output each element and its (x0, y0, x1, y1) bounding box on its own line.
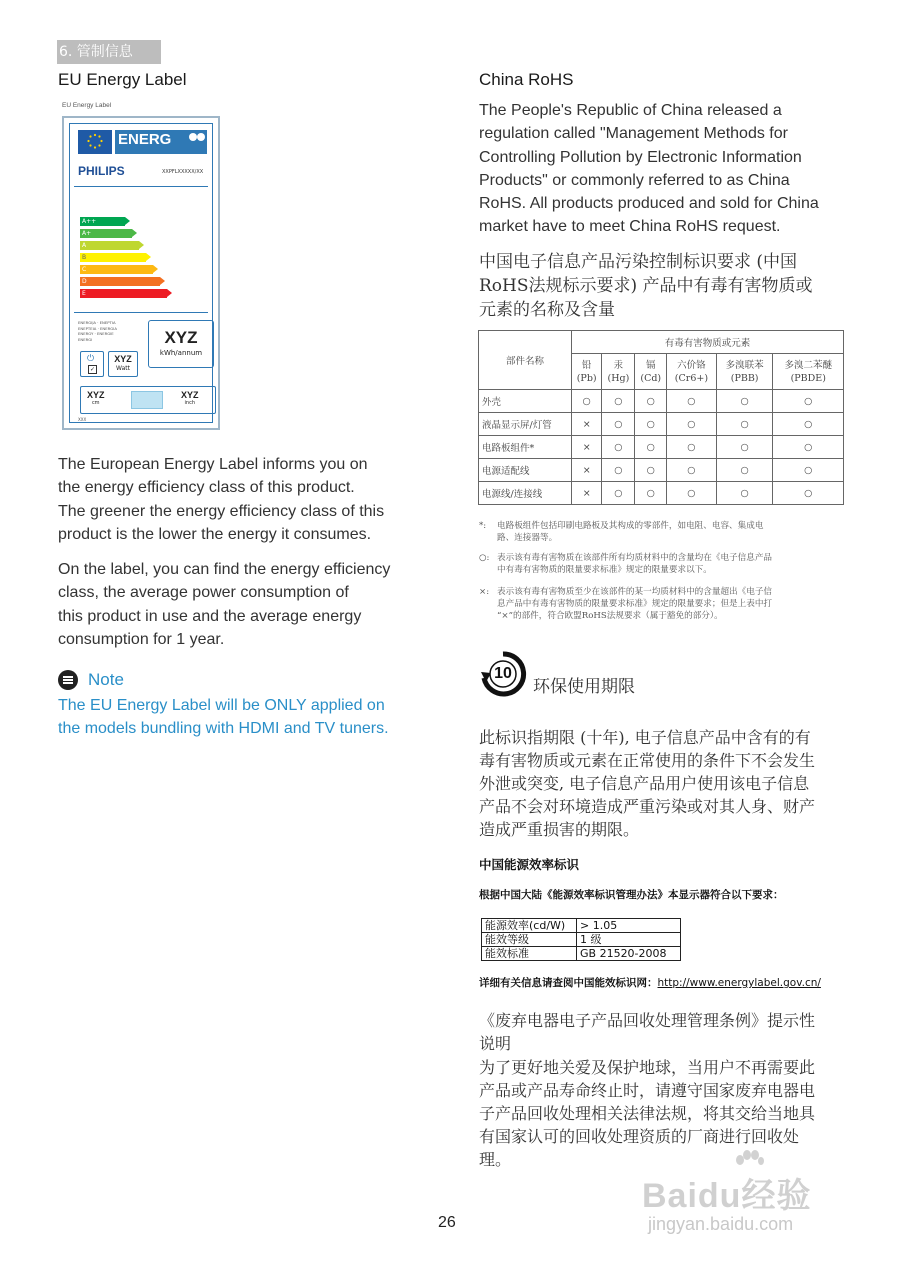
watermark-url: jingyan.baidu.com (648, 1214, 794, 1234)
column-header: 六价铬 (Cr6+) (667, 354, 717, 390)
class-bar: D (80, 277, 160, 286)
screen-size-box: XYZ cm XYZ inch (80, 386, 216, 414)
watt-box: XYZ Watt (108, 351, 138, 377)
rohs-table (478, 330, 844, 505)
table-row: 外壳 ○ ○ ○ ○ ○ ○ (479, 390, 844, 413)
eu-paragraph-1: The European Energy Label informs you on the energy efficiency class of this product. The greener the energy efficiency class of this product is the lower the energy it consumes. (58, 456, 385, 543)
class-bar: C (80, 265, 153, 274)
group-header: 有毒有害物质或元素 (572, 331, 844, 354)
table-row: 电源适配线 × ○ ○ ○ ○ ○ (479, 459, 844, 482)
energy-efficiency-table (481, 918, 681, 961)
column-header: 汞 (Hg) (602, 354, 635, 390)
rohs-footnote-2: ○: 表示该有毒有害物质在该部件所有均质材料中的含量均在《电子信息产品 中有毒有害物质的限量要求标准》规定的限量要求以下。 (479, 553, 773, 575)
energ-text: ENERG (118, 131, 172, 148)
china-rohs-intro: The People's Republic of China released a regulation called "Management Methods for Controlling Pollution by Electronic Information Products" or commonly referred to as China RoHS. All products produced and sold for China market have to meet China RoHS request. (479, 102, 819, 236)
annual-consumption-box: XYZ kWh/annum (148, 320, 214, 368)
table-row: 能源效率(cd/W) > 1.05 (482, 919, 681, 933)
table-row: 电源线/连接线 × ○ ○ ○ ○ ○ (479, 482, 844, 505)
note-title: Note (88, 670, 124, 689)
energ-banner (115, 130, 207, 154)
part-header: 部件名称 (479, 331, 572, 390)
china-energy-title: 中国能源效率标识 (479, 857, 580, 872)
table-row: 能效标准 GB 21520-2008 (482, 947, 681, 961)
class-bar: B (80, 253, 146, 262)
eu-energy-label-image (62, 116, 220, 430)
brand-logo: PHILIPS (78, 164, 125, 178)
energy-dot-icon (189, 133, 197, 141)
eu-paragraph-2: On the label, you can find the energy efficiency class, the average power consumption of this product in use and the average energy consumption for 1 year. (58, 561, 391, 648)
epup-10-year-icon: 10 (478, 650, 528, 698)
weee-title: 《废弃电器电子产品回收处理管理条例》提示性 说明 (479, 1011, 816, 1053)
class-bar: E (80, 289, 167, 298)
note-icon (58, 670, 78, 690)
section-tab: 6. 管制信息 (57, 40, 161, 64)
model-number: XXPFLXXXXX/XX (162, 169, 204, 175)
epup-label: 环保使用期限 (533, 677, 635, 697)
screen-icon (131, 391, 163, 409)
energy-link-line: 详细有关信息请查阅中国能效标识网：http://www.energylabel.gov.cn/ (479, 977, 821, 989)
rohs-footnote-1: *: 电路板组件包括印刷电路板及其构成的零部件，如电阻、电容、集成电 路、连接器等。 (479, 521, 764, 543)
column-header: 镉 (Cd) (635, 354, 667, 390)
column-header: 多溴联苯 (PBB) (716, 354, 773, 390)
epup-description: 此标识指期限 (十年), 电子信息产品中含有的有 毒有害物质或元素在正常使用的条件下不会发生 外泄或突变, 电子信息产品用户使用该电子信息 产品不会对环境造成严重污染或对其人身、财产 造成严重损害的期限。 (479, 728, 816, 839)
table-row: 电路板组件* × ○ ○ ○ ○ ○ (479, 436, 844, 459)
weee-body: 为了更好地关爱及保护地球，当用户不再需要此 产品或产品寿命终止时，请遵守国家废弃电器电 子产品回收处理相关法律法规，将其交给当地具 有国家认可的回收处理资质的厂商进行回收处 理。 (479, 1058, 816, 1169)
watermark-logo: Baidu经验 (642, 1177, 812, 1215)
china-energy-desc: 根据中国大陆《能源效率标识管理办法》本显示器符合以下要求： (479, 889, 784, 901)
checkbox-icon: ✓ (89, 366, 96, 373)
rohs-footnote-3: ×: 表示该有毒有害物质至少在该部件的某一均质材料中的含量超出《电子信 息产品中有毒有害物质的限量要求标准》规定的限量要求；但是上表中打 “×”的部件，符合欧盟RoHS法规要求（属于豁免的部分）。 (479, 587, 773, 621)
eu-energy-title: EU Energy Label (58, 70, 187, 89)
label-footer: XXX (78, 417, 87, 422)
eu-label-caption: EU Energy Label (62, 102, 112, 109)
power-box (80, 351, 104, 377)
energylabel-link[interactable]: http://www.energylabel.gov.cn/ (657, 977, 821, 989)
class-bar: A+ (80, 229, 132, 238)
note-text: The EU Energy Label will be ONLY applied on the models bundling with HDMI and TV tuners. (58, 697, 389, 738)
class-bar: A (80, 241, 139, 250)
table-row: 能效等级 1 级 (482, 933, 681, 947)
china-rohs-title: China RoHS (479, 70, 574, 89)
energy-dot-icon (197, 133, 205, 141)
label-languages: ENERGIJA · ENEPTIA ENEPTEIA · ENERGIA ENERGY · ENERGIE ENERGI (78, 320, 117, 342)
page-number: 26 (438, 1214, 456, 1231)
class-bar: A++ (80, 217, 125, 226)
table-row: 液晶显示屏/灯管 × ○ ○ ○ ○ ○ (479, 413, 844, 436)
rohs-zh-title: 中国电子信息产品污染控制标识要求 (中国 RoHS法规标示要求) 产品中有毒有害物质或 元素的名称及含量 (479, 252, 813, 320)
power-icon: ⏻ (87, 354, 95, 364)
column-header: 铅 (Pb) (572, 354, 602, 390)
eu-flag-icon (78, 130, 112, 154)
column-header: 多溴二苯醚 (PBDE) (773, 354, 844, 390)
paw-icon (734, 1150, 764, 1174)
